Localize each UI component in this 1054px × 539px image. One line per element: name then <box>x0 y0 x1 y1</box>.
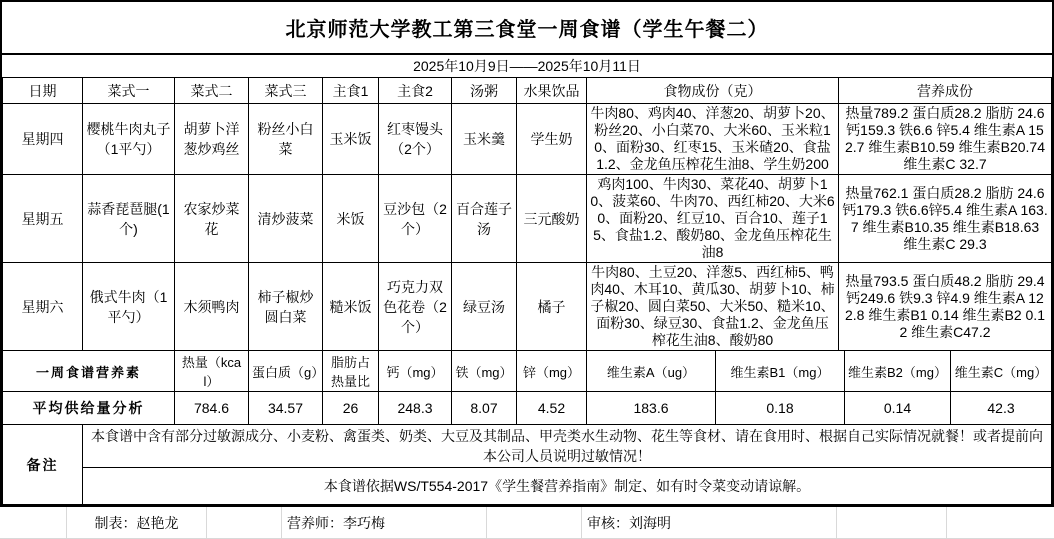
soup-cell: 绿豆汤 <box>452 263 517 351</box>
notes-grid <box>2 424 1052 505</box>
col-header-fruit-drink: 水果饮品 <box>517 78 587 104</box>
nutrient-grid <box>2 350 1052 425</box>
nutrient-row-label: 一周食谱营养素 <box>3 351 175 392</box>
dish1-cell: 樱桃牛肉丸子（1平勺） <box>83 104 175 175</box>
avg-vitamin-a: 183.6 <box>587 392 716 425</box>
reviewer-signature: 审核：刘海明 <box>582 507 837 538</box>
notes-label: 备注 <box>3 425 83 505</box>
standard-note: 本食谱依据WS/T554-2017《学生餐营养指南》制定、如有时令菜变动请谅解。 <box>83 468 1052 505</box>
nutrient-col-zinc: 锌（mg） <box>517 351 587 392</box>
soup-cell: 百合莲子汤 <box>452 175 517 263</box>
ingredients-cell: 牛肉80、土豆20、洋葱5、西红柿5、鸭肉40、木耳10、黄瓜30、胡萝卜10、柿子椒20、圆白菜50、大米50、糙米10、面粉30、绿豆30、食盐1.2、金龙鱼压榨花生油8、酸奶80 <box>587 263 839 351</box>
nutritionist-signature: 营养师：李巧梅 <box>282 507 487 538</box>
day-cell: 星期四 <box>3 104 83 175</box>
nutrient-col-fat-ratio: 脂肪占热量比 <box>323 351 379 392</box>
avg-fat-ratio: 26 <box>323 392 379 425</box>
col-header-ingredients: 食物成份（克） <box>587 78 839 104</box>
col-header-dish3: 菜式三 <box>249 78 323 104</box>
average-row-label: 平均供给量分析 <box>3 392 175 425</box>
nutrient-col-vitamin-a: 维生素A（ug） <box>587 351 716 392</box>
menu-row-thursday <box>3 104 1052 175</box>
preparer-signature: 制表：赵艳龙 <box>67 507 207 538</box>
staple1-cell: 米饭 <box>323 175 379 263</box>
menu-header-row <box>3 78 1052 104</box>
nutrition-cell: 热量793.5 蛋白质48.2 脂肪 29.4 钙249.6 铁9.3 锌4.9 维生素A 122.8 维生素B1 0.14 维生素B2 0.12 维生素C47.2 <box>839 263 1052 351</box>
col-header-date: 日期 <box>3 78 83 104</box>
average-supply-row <box>3 392 1052 425</box>
ingredients-cell: 鸡肉100、牛肉30、菜花40、胡萝卜10、菠菜60、牛肉70、西红柿20、大米60、面粉20、红豆10、百合10、莲子15、食盐1.2、酸奶80、金龙鱼压榨花生油8 <box>587 175 839 263</box>
page-title: 北京师范大学教工第三食堂一周食谱（学生午餐二） <box>2 2 1052 55</box>
dish2-cell: 木须鸭肉 <box>175 263 249 351</box>
signature-spacer <box>207 507 282 538</box>
menu-row-saturday <box>3 263 1052 351</box>
allergen-note: 本食谱中含有部分过敏源成分、小麦粉、禽蛋类、奶类、大豆及其制品、甲壳类水生动物、花生等食材、请在食用时、根据自己实际情况就餐！或者提前向本公司人员说明过敏情况！ <box>83 425 1052 468</box>
signature-row <box>0 507 1054 539</box>
avg-energy: 784.6 <box>175 392 249 425</box>
signature-spacer <box>837 507 947 538</box>
col-header-dish2: 菜式二 <box>175 78 249 104</box>
col-header-dish1: 菜式一 <box>83 78 175 104</box>
avg-vitamin-c: 42.3 <box>951 392 1052 425</box>
avg-protein: 34.57 <box>249 392 323 425</box>
staple1-cell: 糙米饭 <box>323 263 379 351</box>
col-header-nutrition: 营养成份 <box>839 78 1052 104</box>
menu-grid <box>2 77 1052 351</box>
dish2-cell: 农家炒菜花 <box>175 175 249 263</box>
day-cell: 星期六 <box>3 263 83 351</box>
nutrient-col-energy: 热量（kcal） <box>175 351 249 392</box>
dish3-cell: 柿子椒炒圆白菜 <box>249 263 323 351</box>
signature-spacer <box>0 507 67 538</box>
avg-iron: 8.07 <box>452 392 517 425</box>
nutrient-col-vitamin-b1: 维生素B1（mg） <box>716 351 845 392</box>
staple2-cell: 巧克力双色花卷（2个） <box>379 263 452 351</box>
dish3-cell: 粉丝小白菜 <box>249 104 323 175</box>
notes-row-2 <box>3 468 1052 505</box>
avg-zinc: 4.52 <box>517 392 587 425</box>
date-range: 2025年10月9日——2025年10月11日 <box>413 58 641 74</box>
nutrient-col-iron: 铁（mg） <box>452 351 517 392</box>
avg-vitamin-b1: 0.18 <box>716 392 845 425</box>
fruit-drink-cell: 橘子 <box>517 263 587 351</box>
nutrient-header-row <box>3 351 1052 392</box>
nutrition-cell: 热量762.1 蛋白质28.2 脂肪 24.6钙179.3 铁6.6锌5.4 维生素A 163.7 维生素B10.35 维生素B18.63 维生素C 29.3 <box>839 175 1052 263</box>
staple2-cell: 红枣馒头（2个） <box>379 104 452 175</box>
nutrient-col-vitamin-c: 维生素C（mg） <box>951 351 1052 392</box>
staple2-cell: 豆沙包（2个） <box>379 175 452 263</box>
fruit-drink-cell: 三元酸奶 <box>517 175 587 263</box>
avg-calcium: 248.3 <box>379 392 452 425</box>
col-header-staple2: 主食2 <box>379 78 452 104</box>
nutrition-cell: 热量789.2 蛋白质28.2 脂肪 24.6 钙159.3 铁6.6 锌5.4 维生素A 152.7 维生素B10.59 维生素B20.74 维生素C 32.7 <box>839 104 1052 175</box>
nutrient-col-calcium: 钙（mg） <box>379 351 452 392</box>
nutrient-col-protein: 蛋白质（g） <box>249 351 323 392</box>
signature-spacer <box>487 507 582 538</box>
fruit-drink-cell: 学生奶 <box>517 104 587 175</box>
soup-cell: 玉米羹 <box>452 104 517 175</box>
day-cell: 星期五 <box>3 175 83 263</box>
dish1-cell: 俄式牛肉（1平勺） <box>83 263 175 351</box>
staple1-cell: 玉米饭 <box>323 104 379 175</box>
ingredients-cell: 牛肉80、鸡肉40、洋葱20、胡萝卜20、粉丝20、小白菜70、大米60、玉米粒10、面粉30、红枣15、玉米碴20、食盐1.2、金龙鱼压榨花生油8、学生奶200 <box>587 104 839 175</box>
menu-row-friday <box>3 175 1052 263</box>
avg-vitamin-b2: 0.14 <box>845 392 951 425</box>
notes-row-1 <box>3 425 1052 468</box>
col-header-staple1: 主食1 <box>323 78 379 104</box>
dish1-cell: 蒜香琵琶腿(1个) <box>83 175 175 263</box>
dish3-cell: 清炒菠菜 <box>249 175 323 263</box>
dish2-cell: 胡萝卜洋葱炒鸡丝 <box>175 104 249 175</box>
signature-spacer <box>947 507 1054 538</box>
nutrient-col-vitamin-b2: 维生素B2（mg） <box>845 351 951 392</box>
col-header-soup: 汤粥 <box>452 78 517 104</box>
